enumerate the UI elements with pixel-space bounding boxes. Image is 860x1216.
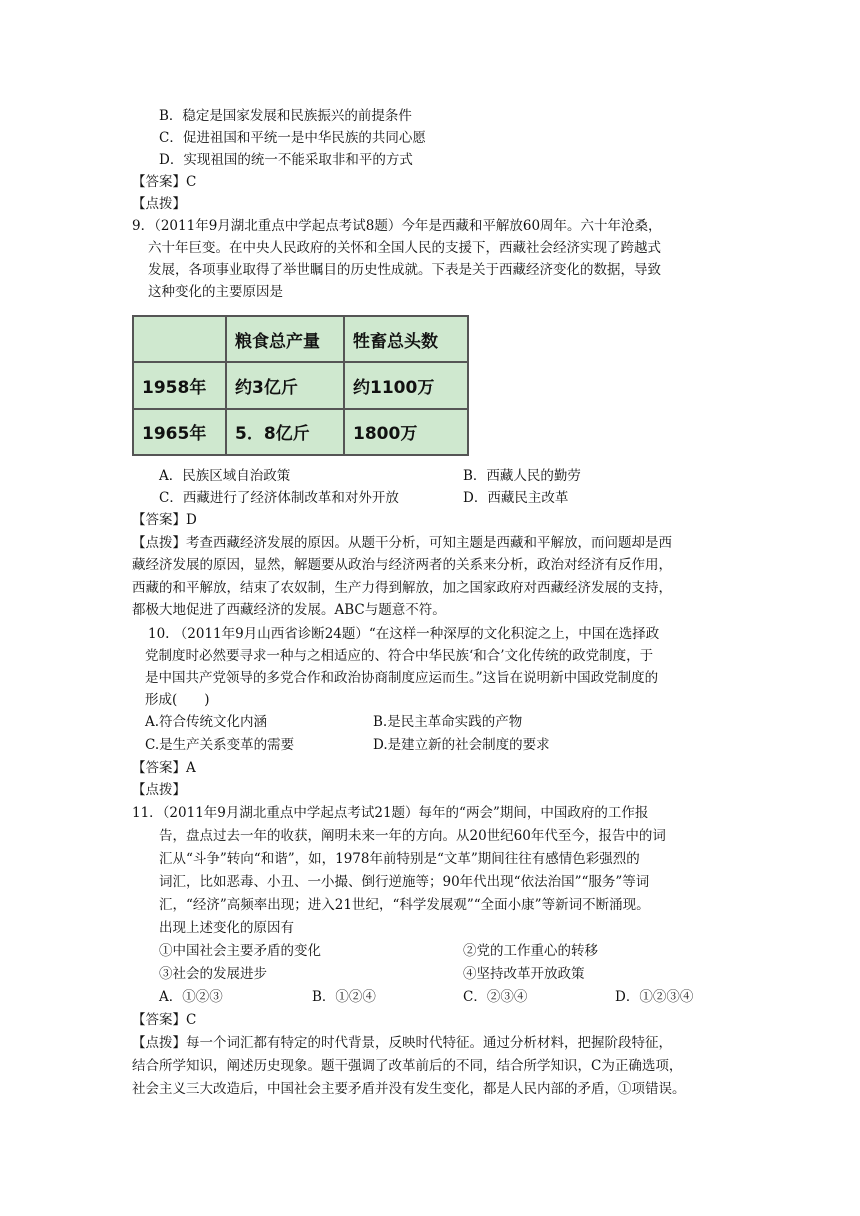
tibet-economy-table — [132, 315, 469, 456]
q10-answer: 【答案】A — [132, 760, 196, 776]
q8-option-c: C．促进祖国和平统一是中华民族的共同心愿 — [159, 130, 426, 146]
q11-option-c: C．②③④ — [463, 989, 528, 1005]
q11-stem-line: 11．（2011年9月湖北重点中学起点考试21题）每年的“两会”期间，中国政府的工作报 — [132, 805, 649, 821]
table-cell: 约3亿斤 — [226, 362, 344, 408]
table-header-row — [133, 316, 468, 362]
q10-stem-line: 形成( ) — [145, 692, 210, 708]
q10-option-d: D.是建立新的社会制度的要求 — [373, 737, 550, 753]
q8-hint: 【点拨】 — [132, 196, 186, 212]
table-row — [133, 409, 468, 455]
q9-hint-line: 都极大地促进了西藏经济的发展。ABC与题意不符。 — [132, 602, 446, 618]
table-cell: 约1100万 — [344, 362, 468, 408]
table-cell: 1800万 — [344, 409, 468, 455]
q10-stem-line: 是中国共产党领导的多党合作和政治协商制度应运而生。”这旨在说明新中国政党制度的 — [145, 670, 659, 686]
table-header-cell: 粮食总产量 — [226, 316, 344, 362]
q11-item-4: ④坚持改革开放政策 — [463, 966, 585, 982]
q10-option-a: A.符合传统文化内涵 — [145, 714, 268, 730]
q10-stem-line: 10. （2011年9月山西省诊断24题）“在这样一种深厚的文化积淀之上，中国在选择政 — [148, 626, 660, 642]
q8-option-d: D．实现祖国的统一不能采取非和平的方式 — [159, 152, 413, 168]
q9-answer: 【答案】D — [132, 512, 197, 528]
q9-hint-line: 藏经济发展的原因，显然，解题要从政治与经济两者的关系来分析，政治对经济有反作用， — [132, 557, 672, 573]
q9-stem-line: 发展，各项事业取得了举世瞩目的历史性成就。下表是关于西藏经济变化的数据，导致 — [148, 262, 661, 278]
q11-stem-line: 告，盘点过去一年的收获，阐明未来一年的方向。从20世纪60年代至今，报告中的词 — [159, 828, 666, 844]
q11-stem-line: 出现上述变化的原因有 — [159, 920, 294, 936]
q10-option-c: C.是生产关系变革的需要 — [145, 737, 295, 753]
q10-stem-line: 党制度时必然要寻求一种与之相适应的、符合中华民族‘和合’文化传统的政党制度，于 — [145, 648, 654, 664]
q9-hint-line: 【点拨】考查西藏经济发展的原因。从题干分析，可知主题是西藏和平解放，而问题却是西 — [132, 535, 672, 551]
table-row — [133, 362, 468, 408]
table-cell: 5．8亿斤 — [226, 409, 344, 455]
q8-option-b: B．稳定是国家发展和民族振兴的前提条件 — [159, 108, 412, 124]
q11-item-3: ③社会的发展进步 — [159, 966, 267, 982]
table-header-cell: 牲畜总头数 — [344, 316, 468, 362]
q9-option-d: D．西藏民主改革 — [463, 490, 569, 506]
q11-option-a: A．①②③ — [159, 989, 223, 1005]
q9-option-b: B．西藏人民的勤劳 — [463, 468, 581, 484]
q11-item-1: ①中国社会主要矛盾的变化 — [159, 943, 321, 959]
q9-option-c: C．西藏进行了经济体制改革和对外开放 — [159, 490, 399, 506]
q9-hint-line: 西藏的和平解放，结束了农奴制，生产力得到解放，加之国家政府对西藏经济发展的支持， — [132, 580, 672, 596]
q11-hint-line: 结合所学知识，阐述历史现象。题干强调了改革前后的不同，结合所学知识，C为正确选项， — [132, 1058, 683, 1074]
table-cell: 1965年 — [133, 409, 226, 455]
q11-option-b: B．①②④ — [312, 989, 376, 1005]
q11-answer: 【答案】C — [132, 1012, 197, 1028]
q11-stem-line: 汇从“斗争”转向“和谐”，如，1978年前特别是“文革”期间往往有感情色彩强烈的 — [159, 851, 640, 867]
q11-stem-line: 汇，“经济”高频率出现；进入21世纪，“科学发展观”“全面小康”等新词不断涌现。 — [159, 897, 650, 913]
q8-answer: 【答案】C — [132, 174, 197, 190]
q10-option-b: B.是民主革命实践的产物 — [373, 714, 523, 730]
q9-stem-line: 9．（2011年9月湖北重点中学起点考试8题）今年是西藏和平解放60周年。六十年沧桑， — [132, 218, 662, 234]
table-header-cell — [133, 316, 226, 362]
q11-option-d: D．①②③④ — [615, 989, 694, 1005]
q11-hint-line: 社会主义三大改造后，中国社会主要矛盾并没有发生变化，都是人民内部的矛盾，①项错误。 — [132, 1081, 686, 1097]
q11-hint-line: 【点拨】每一个词汇都有特定的时代背景，反映时代特征。通过分析材料，把握阶段特征， — [132, 1035, 672, 1051]
table-cell: 1958年 — [133, 362, 226, 408]
q9-stem-line: 这种变化的主要原因是 — [148, 284, 283, 300]
q11-item-2: ②党的工作重心的转移 — [463, 943, 598, 959]
q9-stem-line: 六十年巨变。在中央人民政府的关怀和全国人民的支援下，西藏社会经济实现了跨越式 — [148, 240, 661, 256]
q10-hint: 【点拨】 — [132, 782, 186, 798]
q9-option-a: A．民族区域自治政策 — [159, 468, 291, 484]
q11-stem-line: 词汇，比如恶毒、小丑、一小撮、倒行逆施等；90年代出现“依法治国”“服务”等词 — [159, 874, 650, 890]
